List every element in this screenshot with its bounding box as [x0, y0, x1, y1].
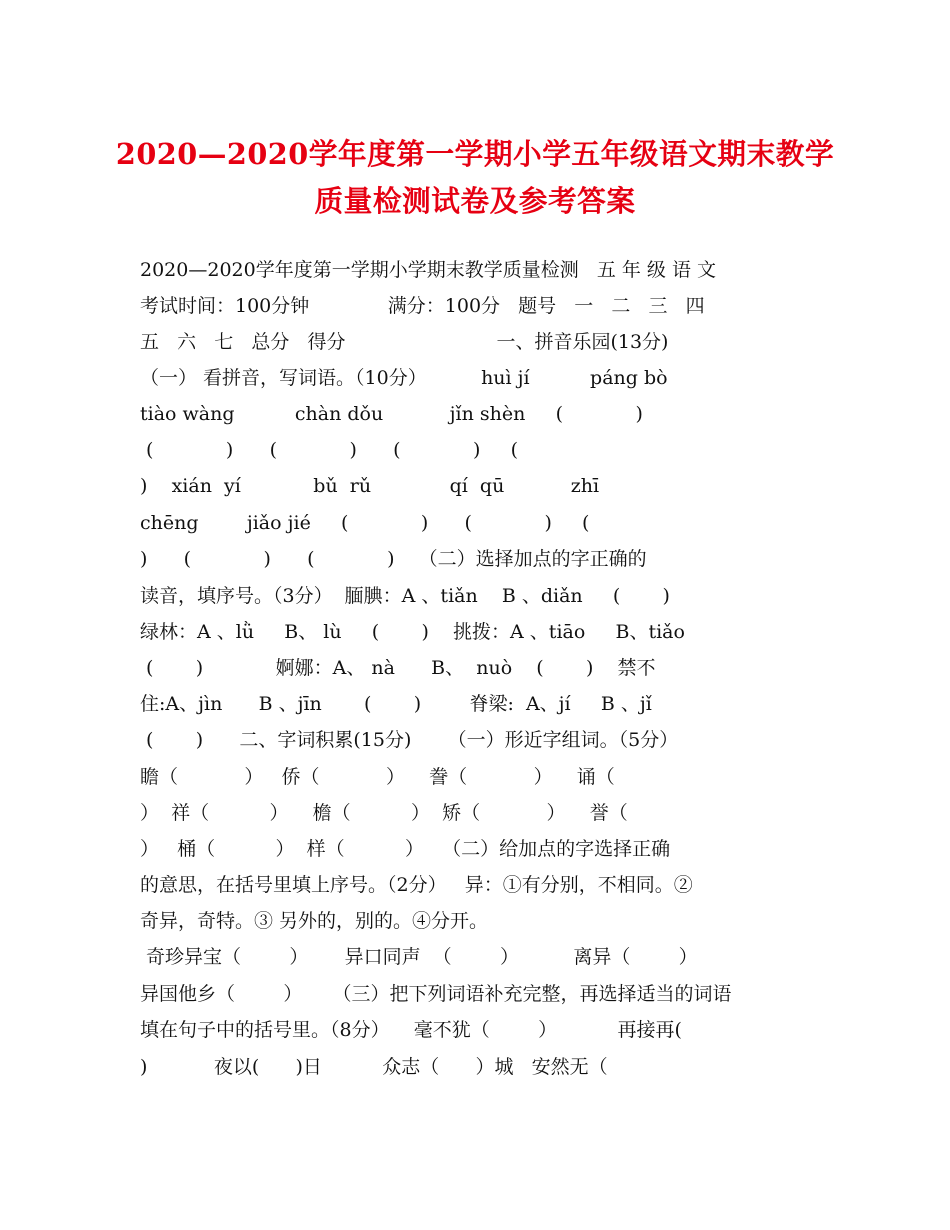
- body-line: ( ) ( ) ( ) (: [140, 439, 519, 461]
- body-line: ) 夜以( )日 众志（ ）城 安然无（: [140, 1056, 608, 1078]
- body-line: 2020—2020学年度第一学期小学期末教学质量检测 五 年 级 语 文: [140, 259, 716, 281]
- body-line: ) ( ) ( ) （二）选择加点的字正确的: [140, 548, 647, 570]
- body-line: ( ) 婀娜：A、 nà B、 nuò ( ) 禁不: [140, 657, 656, 679]
- body-line: 的意思，在括号里填上序号。（2分） 异：①有分别，不相同。②: [140, 874, 693, 896]
- body-line: 瞻（ ） 侨（ ） 誊（ ） 诵（: [140, 766, 615, 788]
- body-line: 五 六 七 总分 得分 一、拼音乐园(13分): [140, 331, 669, 353]
- body-line: tiào wàng chàn dǒu jǐn shèn ( ): [140, 403, 643, 425]
- body-line: 读音，填序号。（3分） 腼腆：A 、tiǎn B 、diǎn ( ): [140, 585, 670, 607]
- body-line: 奇异，奇特。③ 另外的，别的。④分开。: [140, 910, 489, 932]
- body-line: ） 祥（ ） 檐（ ） 矫（ ） 誉（: [140, 802, 628, 824]
- body-line: ） 桶（ ） 样（ ） （二）给加点的字选择正确: [140, 838, 671, 860]
- body-line: 绿林：A 、lǜ B、 lù ( ) 挑拨：A 、tiāo B、tiǎo: [140, 621, 685, 643]
- body-line: ) xián yí bǔ rǔ qí qū zhī: [140, 475, 600, 497]
- document-title-line-2: 质量检测试卷及参考答案: [314, 184, 636, 218]
- body-line: 奇珍异宝（ ） 异口同声 （ ） 离异（ ）: [140, 946, 698, 968]
- body-line: 考试时间：100分钟 满分：100分 题号 一 二 三 四: [140, 295, 705, 317]
- body-line: 住:A、jìn B 、jīn ( ) 脊梁: A、jí B 、jǐ: [140, 693, 652, 715]
- body-line: （一） 看拼音，写词语。（10分） huì jí páng bò: [140, 367, 668, 389]
- document-title-line-1: 2020—2020学年度第一学期小学五年级语文期末教学: [115, 137, 835, 171]
- body-line: chēng jiǎo jié ( ) ( ) (: [140, 512, 590, 534]
- body-line: ( ) 二、字词积累(15分) （一）形近字组词。（5分）: [140, 729, 679, 751]
- body-line: 填在句子中的括号里。（8分） 毫不犹（ ） 再接再(: [140, 1019, 682, 1041]
- body-line: 异国他乡（ ） （三）把下列词语补充完整，再选择适当的词语: [140, 983, 732, 1005]
